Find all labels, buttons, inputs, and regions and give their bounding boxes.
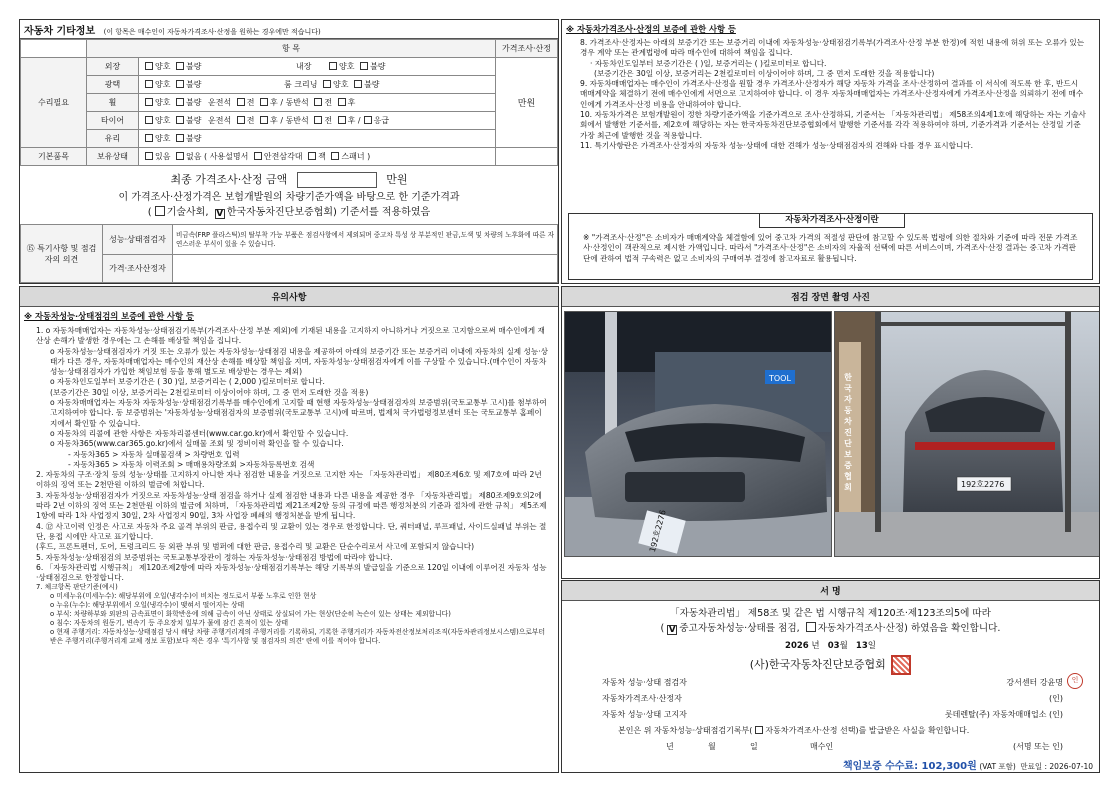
note-line: - 자동차365 > 자동차 실매물검색 > 차량번호 입력 [68, 449, 240, 459]
appraiser-label: 가격·조사산정자 [103, 255, 173, 283]
repair-label: 수리필요 [21, 58, 87, 148]
gloss-label: 광택 [87, 76, 139, 94]
checkbox[interactable] [323, 80, 331, 88]
inspector-stamp-icon: 인 [1067, 673, 1083, 689]
photos-panel [561, 286, 1100, 579]
basis-text [20, 190, 558, 220]
note-line: 7. 체크항목 판단기준(예시) [36, 583, 118, 592]
tire-row: 양호 불량 운전석 전 후 / 동반석 전 후 / 응급 [139, 112, 496, 130]
note-line: o 현재 주행거리: 자동차성능·상태점검 당시 해당 차량 주행거리계의 주행거리를 기록하되, 기록한 주행거리가 자동차전산정보처리조직(자동차관리정보시스템)으로부터 받은 주행거리(주행거리계 교체 정보 포함)보다 적은 경우 '특기사항 및 점검자의 의견' 란에 이를 적어야 합니다. [50, 628, 546, 646]
checkbox[interactable] [338, 98, 346, 106]
appraiser-text [173, 255, 558, 283]
note-line: o 자동차매매업자는 자동차 자동차성능·상태점검기록부를 매수인에게 고지할 때 현행 자동차성능·상태점검자의 보증범위(국토교통부 고시)를 첨부하여 고지하여야 합니다. 동 보증범위는 '자동차성능·상태점검자의 보증범위(국토교통부 고시)에 따르며, 법제처 국가법령정보센터 또는 국토교통부 홈페이지에서 확인할 수 있습니다. [50, 398, 547, 428]
col-item: 항 목 [87, 40, 496, 58]
sign-year: 2026 [785, 641, 809, 651]
warranty-heading: ※ 자동차가격조사·산정의 보증에 관한 사항 등 [566, 24, 736, 34]
note-line: 5. 자동차성능·상태점검의 보증범위는 국토교통부장관이 정하는 자동차성능·상태점검 방법에 따라야 합니다. [36, 552, 393, 562]
tire-label: 타이어 [87, 112, 139, 130]
checkbox[interactable] [145, 116, 153, 124]
fee-row [843, 757, 1093, 772]
sign-day: 13 [855, 641, 868, 651]
r3-value: 롯데렌탈(주) 자동차매매업소 (인) [944, 710, 1063, 719]
photos-heading: 점검 장면 촬영 사진 [562, 287, 1099, 307]
rear-photo [834, 311, 1100, 557]
checkbox[interactable] [145, 152, 153, 160]
sign-date: 2026 년 03월 13일 [785, 641, 876, 651]
checkbox[interactable] [338, 116, 346, 124]
checkbox[interactable] [145, 62, 153, 70]
checkbox[interactable] [176, 62, 184, 70]
etc-title-bar [20, 20, 558, 39]
sign-org-row [562, 655, 1099, 675]
checkbox[interactable] [237, 98, 245, 106]
note-line: 4. ⑫ 사고이력 인정은 사고로 자동차 주요 골격 부위의 판금, 용접수리 및 교환이 있는 경우로 한정합니다. 단, 쿼터패널, 루프패널, 사이드실패널 부위는 절단, 용접 시에만 사고로 표기합니다. [36, 521, 547, 541]
checkbox-appraisal[interactable] [806, 622, 816, 632]
fee-label: 책임보증 수수료: 102,300원 [842, 761, 977, 772]
checkbox[interactable] [237, 116, 245, 124]
front-plate: 192호2276 [647, 508, 668, 554]
buyer-label: 매수인 [810, 742, 834, 751]
checkbox-kaia-checked[interactable]: V [216, 209, 224, 219]
checkbox[interactable] [176, 116, 184, 124]
note-line: (후드, 프론트펜더, 도어, 트렁크리드 등 외판 부위 및 범퍼에 대한 판금, 용접수리 및 교환은 단순수리로서 사고에 포함되지 않습니다) [36, 542, 475, 552]
inspector-label: 성능·상태점검자 [103, 225, 173, 255]
note-line: o 자동차365(www.car365.go.kr)에서 실매물 조회 및 정비이력 확인을 할 수 있습니다. [50, 439, 344, 449]
wheel-row: 양호 불량 운전석 전 후 / 동반석 전 후 [139, 94, 496, 112]
note-line: o 자동차의 리콜에 관한 사항은 자동차리콜센터(www.car.go.kr)에서 확인할 수 있습니다. [50, 428, 349, 438]
r1-label: 자동차 성능·상태 점검자 [602, 678, 687, 687]
appraisal-definition-text: ※ "가격조사·산정"은 소비자가 매매계약을 체결함에 있어 중고차 가격의 적절성 판단에 참고할 수 있도록 법령에 의한 절차와 기준에 따라 전문 가격조사·산정인이 객관적으로 제시한 가액입니다. 따라서 "가격조사·산정"은 소비자의 자율적 선택에 따른 서비스이며, 가격조사·산정 결과는 중고차 가격판단에 관하여 법적 구속력은 없고 소비자의 구매여부 결정에 참고자료로 활용됩니다. [583, 233, 1078, 263]
final-price-input[interactable] [297, 172, 377, 188]
final-price-row [20, 166, 558, 190]
appraisal-definition-title: 자동차가격조사·산정이란 [759, 213, 905, 228]
r2-value: (인) [1049, 694, 1063, 703]
buyer-sign: (서명 또는 인) [1013, 742, 1063, 751]
r1-value: 강서센터 강윤명 [1006, 678, 1063, 687]
exterior-row: 양호 불량 내장 양호 불량 [139, 58, 496, 76]
checkbox[interactable] [145, 134, 153, 142]
notes-list [20, 326, 558, 646]
final-price-label: 최종 가격조사·산정 금액 [170, 173, 288, 186]
warranty-item-9: 9. 자동차매매업자는 매수인이 가격조사·산정을 원할 경우 가격조사·산정자가 해당 자동차 가격을 조사·산정하여 결과를 이 서식에 적도록 한 후, 반드시 매매계약을 체결하기 전에 매수인에게 서면으로 고지하여야 합니다. 이 경우 자동차매매업자는 가격조사·산정자에게 가격조사·산정을 의뢰하기 전에 매수인에게 가격조사·산정 비용을 안내하여야 합니다. [580, 79, 1084, 109]
sign-check-line: ( V 중고자동차성능·상태를 점검, 자동차가격조사·산정) 하였음을 확인합니다. [660, 623, 1001, 635]
r2-label: 자동차가격조사·산정자 [602, 694, 682, 703]
special-label: ⑮ 특기사항 및 점검자의 의견 [21, 225, 103, 283]
sign-law: 「자동차관리법」 제58조 및 같은 법 시행규칙 제120조·제123조의5에 따라 [670, 608, 991, 619]
checkbox-buyer-appraisal[interactable] [755, 726, 763, 734]
warranty-item-8b: (보증기간은 30일 이상, 보증거리는 2천킬로미터 이상이어야 하며, 그 중 먼저 도래한 것을 적용합니다) [594, 68, 935, 78]
warranty-panel [561, 19, 1100, 284]
inspector-text: 비금속(FRP 플라스틱)의 탈부착 가능 부품은 점검사항에서 제외되며 중고차 특성 상 부분적인 판금,도색 및 차량의 노후화에 따른 자연스러운 부식이 있을 수 있습니다. [173, 225, 558, 255]
basis-line-2: ( 기술사회, V 한국자동차진단보증협회) 기준서를 적용하였음 [147, 207, 431, 219]
note-line: o 미세누유(미세누수): 해당부위에 오일(냉각수)이 비치는 정도로서 부품 노후로 인한 현상 [50, 592, 317, 601]
checkbox[interactable] [314, 116, 322, 124]
special-table [20, 224, 558, 283]
notes-panel [19, 286, 559, 773]
checkbox[interactable] [354, 80, 362, 88]
signature-panel [561, 580, 1100, 773]
note-line: 2. 자동차의 구조·장치 등의 성능·상태를 고지하지 아니한 자나 점검한 내용을 거짓으로 고지한 자는 「자동차관리법」 제80조제6호 및 제7호에 따라 2년 이하의 징역 또는 2천만원 이하의 벌금에 처합니다. [36, 470, 542, 490]
etc-subtitle: (이 항목은 매수인이 자동차가격조사·산정을 원하는 경우에만 적습니다) [103, 28, 321, 36]
warranty-item-11: 11. 특기사항란은 가격조사·산정자의 자동차 성능·상태에 대한 견해가 성능·상태점검자의 견해와 다를 경우 표시합니다. [580, 140, 974, 150]
note-line: o 자동차성능·상태점검자가 거짓 또는 오류가 있는 자동차성능·상태점검 내용을 제공하여 아래의 보증기간 또는 보증거리 이내에 자동차의 실제 성능·상태가 다른 경우, 자동차매매업자는 매수인의 재산상 손해를 배상할 책임을 지며, 자동차성능·상태점검자에게 이를 구상할 수 있습니다.(매수인이 자동차성능·상태점검자가 가입한 책임보험 등을 통해 별도로 배상받는 경우는 제외) [50, 346, 548, 377]
expiry-date: 만료일 : 2026-07-10 [1020, 762, 1093, 771]
rear-car-image [835, 312, 1099, 557]
rear-plate: 192호2276 [961, 480, 1005, 489]
checkbox[interactable] [145, 98, 153, 106]
org-seal-icon [891, 655, 911, 675]
checkbox[interactable] [329, 62, 337, 70]
store-sign: TOOL [769, 374, 791, 383]
checkbox[interactable] [331, 152, 339, 160]
note-line: (보증기간은 30일 이상, 보증거리는 2천킬로미터 이상이어야 하며, 그 중 먼저 도래한 것을 적용) [50, 387, 369, 397]
note-line: 3. 자동차성능·상태점검자가 거짓으로 자동차성능·상태 점검을 하거나 실제 점검한 내용과 다른 내용을 제공한 경우 「자동차관리법」 제80조제9호의2에 따라 2년 이하의 징역 또는 2천만원 이하의 벌금에 처하며, 「자동차관리법 제21조제2항 등의 규정에 따른 행정처분의 기준과 절차에 관한 규칙」 제5조제1항에 따라 1차 사업정지 30일, 2차 사업정지 90일, 3차 사업장 폐쇄의 행정처분을 받게 됩니다. [36, 490, 547, 521]
notes-heading: 유의사항 [20, 287, 558, 307]
checkbox[interactable] [145, 80, 153, 88]
kept-label: 보유상태 [87, 148, 139, 166]
fee-vat: (VAT 포함) [979, 762, 1016, 771]
checkbox[interactable] [254, 152, 262, 160]
final-price-unit: 만원 [386, 173, 408, 186]
etc-info-panel [19, 19, 559, 284]
checkbox[interactable] [260, 116, 268, 124]
notes-subheading: ※ 자동차성능·상태점검의 보증에 관한 사항 등 [24, 311, 194, 321]
front-car-image [565, 312, 832, 557]
buyer-year: 년 [666, 742, 674, 751]
warranty-item-8: 8. 가격조사·산정자는 아래의 보증기간 또는 보증거리 이내에 자동차성능·상태점검기록부(가격조사·산정 부분 한정)에 적힌 내용에 허위 또는 오류가 있는 경우 계약 또는 관계법령에 따라 매수인에 대하여 책임을 집니다. [580, 38, 1085, 58]
note-line: 1. o 자동차매매업자는 자동차성능·상태점검기록부(가격조사·산정 부분 제외)에 기재된 내용을 고지하지 아니하거나 거짓으로 고지함으로써 매수인에게 재산상 손해가 발생한 경우에는 그 손해를 배상할 책임을 집니다. [36, 326, 545, 346]
buyer-month: 월 [708, 742, 716, 751]
appraisal-definition-box [568, 213, 1093, 280]
checkbox[interactable] [176, 80, 184, 88]
warranty-item-8a: · 자동차인도일부터 보증기간은 ( )일, 보증거리는 ( )킬로미터로 합니다. [590, 58, 827, 68]
buyer-day: 일 [750, 742, 758, 751]
basis-line-1: 이 가격조사·산정가격은 보험개발원의 차량기준가액을 바탕으로 한 기준가격과 [118, 192, 460, 203]
price-unit: 만원 [496, 58, 558, 148]
col-price: 가격조사·산정 [496, 40, 558, 58]
basic-label: 기본품목 [21, 148, 87, 166]
sign-org: (사)한국자동차진단보증협회 [749, 658, 886, 671]
wheel-label: 휠 [87, 94, 139, 112]
checkbox[interactable] [176, 152, 184, 160]
sign-heading: 서 명 [562, 581, 1099, 601]
exterior-label: 외장 [87, 58, 139, 76]
etc-table [20, 39, 558, 166]
sign-month: 03 [827, 641, 840, 651]
checkbox[interactable] [308, 152, 316, 160]
r4-row: 본인은 위 자동차성능·상태점검기록부( 자동차가격조사·산정 선택)를 발급받은 사실을 확인합니다. [618, 726, 970, 735]
checkbox[interactable] [176, 134, 184, 142]
r3-label: 자동차 성능·상태 고지자 [602, 710, 687, 719]
glass-row: 양호 불량 [139, 130, 496, 148]
note-line: o 침수: 자동차의 원동기, 변속기 등 주요장치 일부가 물에 잠긴 흔적이 있는 상태 [50, 619, 289, 628]
note-line: - 자동차365 > 자동차 이력조회 > 매매용차량조회 >자동차등록번호 검색 [68, 459, 315, 469]
checkbox[interactable] [314, 98, 322, 106]
warranty-item-10: 10. 자동차가격은 보험개발원이 정한 차량기준가액을 기준가격으로 조사·산정하되, 기준서는 「자동차관리법」 제58조의4제1호에 해당하는 자는 기술사회에서 발행한 기준서를, 제2호에 해당하는 자는 한국자동차진단보증협회에서 발행한 기준서를 각각 적용하여야 하며, 기준가격과 기준서는 산정일 기준 가장 최근에 발행한 것을 적용합니다. [580, 110, 1086, 140]
gloss-row: 양호 불량 룸 크리닝 양호 불량 [139, 76, 496, 94]
checkbox-tech[interactable] [155, 206, 165, 216]
kept-row: 있음 없음 ( 사용설명서 안전삼각대 잭 스패너 ) [139, 148, 496, 166]
note-line: 6. 「자동차관리법 시행규칙」 제120조제2항에 따라 자동차성능·상태점검기록부는 해당 기록부의 발급일을 기준으로 120일 이내에 이루어진 자동차 성능·상태점검으로 한정합니다. [36, 562, 547, 583]
checkbox[interactable] [360, 62, 368, 70]
note-line: o 누유(누수): 해당부위에서 오일(냉각수)이 맺혀서 떨어지는 상태 [50, 601, 245, 610]
checkbox[interactable] [260, 98, 268, 106]
glass-label: 유리 [87, 130, 139, 148]
kaia-signboard: 한국자동차진단보증협회 [844, 373, 852, 492]
checkbox[interactable] [364, 116, 372, 124]
checkbox-inspection-checked[interactable]: V [668, 625, 676, 635]
etc-title: 자동차 기타정보 [24, 26, 96, 37]
front-photo [564, 311, 832, 557]
note-line: o 자동차인도일부터 보증기간은 ( 30 )일, 보증거리는 ( 2,000 )킬로미터로 합니다. [50, 377, 325, 387]
checkbox[interactable] [176, 98, 184, 106]
note-line: o 부식: 차량하부와 외판의 금속표면이 화학반응에 의해 금속이 아닌 상태로 상실되어 가는 현상(단순히 녹슨이 있는 상태는 제외합니다) [50, 610, 451, 619]
